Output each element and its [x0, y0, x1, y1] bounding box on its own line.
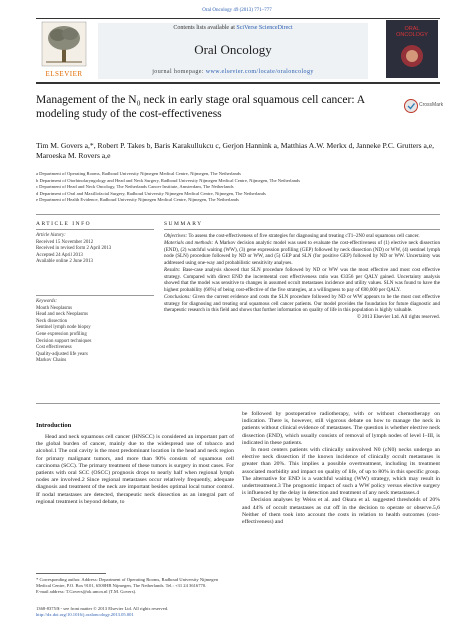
history-item: Received in revised form 2 April 2013 — [36, 246, 112, 252]
keyword: Quality-adjusted life years — [36, 351, 88, 357]
history-item: Available online 2 June 2013 — [36, 259, 93, 265]
keyword: Gene expression profiling — [36, 331, 87, 337]
journal-title: Oral Oncology — [194, 42, 272, 57]
results-label: Results: — [164, 266, 181, 273]
summary-objectives — [164, 233, 440, 240]
issn-line: 1368-8375/$ - see front matter © 2013 Elsevier Ltd. All rights reserved. — [36, 606, 169, 611]
keyword: Decision support techniques — [36, 338, 92, 344]
journal-cover-thumbnail — [386, 20, 438, 78]
affiliation-line: a Department of Operating Rooms, Radboud University Nijmegen Medical Centre, Nijmegen, The Netherlands — [36, 171, 241, 176]
body-paragraph: In most centers patients with clinically uninvolved N0 (cN0) necks undergo an elective neck dissection if the known incidence of clinically occult metastases is greater than 20%. This implies a possible overtreatment, including its treatment associated morbidity and impact on quality of life, of up to 80% in this specific group. The alternative for END is a watchful waiting (WW) strategy, which may result in undertreatment.3 The prognostic impact of such a WW policy versus elective surgery is influenced by the delay in detection and treatment of any neck metastases.4 — [242, 447, 440, 497]
copyright-notice: © 2013 Elsevier Ltd. All rights reserved. — [356, 314, 440, 320]
divider — [36, 214, 440, 215]
keyword: Sentinel lymph node biopsy — [36, 325, 91, 331]
abstract-summary — [164, 233, 440, 321]
body-paragraph: Head and neck squamous cell cancer (HNSCC) is considered an important part of the global burden of cancer, mainly due to the widespread use of tobacco and alcohol.1 The oral cavity is the most predominant location in the head and neck region for primary malignant tumors, and more than 90% consists of squamous cell carcinoma (SCC). The primary treatment of these tumors is surgery in most cases. For patients with oral SCC (OSCC) prognosis drops to nearly half when regional lymph nodes are involved.2 Since regional metastases occur relatively frequently, adequate diagnosis and treatment of the neck are important besides optimal local tumor control. If nodal metastases are detected, therapeutic neck dissection as an integral part of regional treatment is beyond debate, to — [36, 434, 234, 505]
crossmark-badge[interactable] — [404, 97, 444, 117]
history-item: Accepted 24 April 2013 — [36, 252, 83, 258]
cover-title: ORAL ONCOLOGY — [396, 26, 428, 38]
summary-methods — [164, 240, 440, 267]
methods-label: Materials and methods: — [164, 239, 214, 246]
footnote-email[interactable]: E-mail address: T.Govers@ok.umcn.nl (T.M. Govers). — [36, 589, 137, 595]
journal-homepage — [98, 69, 368, 75]
author-list: Tim M. Govers a,*, Robert P. Takes b, Baris Karakullukcu c, Gerjon Hannink a, Matthias A.W. Merkx d, Janneke P.C. Grutters a,e, Maroeska M. Rovers a,e — [36, 141, 435, 160]
keyword: Markov Chains — [36, 358, 67, 364]
keyword: Neck dissection — [36, 318, 68, 324]
cover-art-icon — [386, 20, 438, 78]
keyword: Head and neck Neoplasms — [36, 312, 89, 318]
footnote-divider — [36, 573, 106, 574]
article-history — [36, 233, 154, 266]
article-info-heading: ARTICLE INFO — [36, 221, 92, 227]
body-paragraph: Decision analyses by Weiss et al. and Okura et al. suggested thresholds of 20% and 44% of occult metastases as cut off in the decision to operate or observe.5,6 Neither of them took into account the costs in relation to health outcomes (cost-effectiveness) and — [242, 497, 440, 526]
affiliation-line: e Department of Health Evidence, Radboud University Nijmegen Medical Centre, Nijmegen, The Netherlands — [36, 197, 239, 202]
contents-line — [98, 25, 368, 31]
divider — [36, 295, 154, 296]
elsevier-logo — [38, 20, 90, 78]
body-column-right — [242, 411, 440, 526]
affiliation-line: b Department of Otorhinolaryngology and Head and Neck Surgery, Radboud University Nijmegen Medical Centre, Nijmegen, The Netherlands — [36, 177, 300, 183]
footnote-address: * Corresponding author. Address: Department of Operating Rooms, Radboud University Nijmegen Medical Centre, P.O. Box 9101, 6500HB Nijmegen, The Netherlands. Tel.: +31 24 3616770. — [36, 577, 218, 589]
journal-reference[interactable]: Oral Oncology 49 (2013) 771–777 — [202, 8, 272, 13]
crossmark-label: CrossMark — [419, 102, 444, 108]
body-paragraph: be followed by postoperative radiotherapy, with or without chemotherapy on indication. There is, however, still vigorous debate on how to manage the neck in patients without clinical evidence of metastases. The question is whether elective neck dissection (END), which usually consists of removal of lymph nodes of level I–III, is indicated in these patients. — [242, 411, 440, 446]
sciencedirect-link[interactable]: SciVerse ScienceDirect — [236, 25, 293, 31]
elsevier-wordmark: ELSEVIER — [45, 70, 83, 78]
summary-conclusions — [164, 294, 440, 314]
history-label: Article history: — [36, 233, 66, 238]
summary-results — [164, 267, 440, 294]
body-column-left — [36, 434, 234, 506]
keyword: Cost effectiveness — [36, 345, 72, 351]
divider — [36, 403, 440, 404]
history-item: Received 15 November 2012 — [36, 239, 94, 245]
homepage-link[interactable]: www.elsevier.com/locate/oraloncology — [205, 69, 314, 75]
keyword: Mouth Neoplasms — [36, 305, 72, 311]
article-title: Management of the N₀ neck in early stage oral squamous cell cancer: A modeling study of the cost-effectiveness — [36, 94, 365, 120]
affiliation-line: d Department of Oral and Maxillofacial Surgery, Radboud University Nijmegen Medical Centre, Nijmegen, The Netherlands — [36, 190, 266, 196]
methods-text: A Markov decision analytic model was used to evaluate the cost-effectiveness of (1) elective neck dissection (END), (2) watchful waiting (WW), (3) gene expression profiling (GEP) followed by neck dissection (ND) or WW, (4) sentinel lymph node (SLN) procedure followed by ND or WW, and (5) GEP and SLN (for positive GEP) followed by ND or WW. Uncertainty was addressed using one-way and probabilistic sensitivity analyses. — [164, 239, 440, 266]
corresponding-author-footnote — [36, 577, 234, 596]
keywords-label: Keywords: — [36, 299, 58, 304]
introduction-heading: Introduction — [36, 422, 72, 429]
homepage-prefix: journal homepage: — [152, 69, 206, 75]
conclusions-text: Given the current evidence and costs the SLN procedure followed by ND or WW appears to be the most cost effective strategy for diagnosing and treating oral squamous cell cancer patients. Our model provides the foundation for future diagnostic and therapeutic research in this field and shows that further information on quality of life in this population is highly valuable. — [164, 293, 440, 314]
results-text: Base-case analysis showed that SLN procedure followed by ND or WW was the most effective and most cost effective strategy. Compared with direct END the incremental cost effectiveness ratio was €3356 per QALY gained. Uncertainty analysis showed that the model was sensitive to changes in assumed occult metastases incidence and utility values. SLN was found to have the highest probability (66%) of being cost-effective of the five strategies, at a willingness to pay of €80,000 per QALY. — [164, 266, 440, 293]
summary-heading: SUMMARY — [164, 221, 203, 227]
crossmark-icon — [404, 99, 418, 113]
objectives-text: To assess the cost-effectiveness of five strategies for diagnosing and treating cT1–2N0 oral squamous cell cancer. — [188, 233, 420, 239]
contents-prefix: Contents lists available at — [173, 25, 237, 31]
divider — [36, 229, 154, 230]
conclusions-label: Conclusions: — [164, 293, 191, 300]
affiliation-line: c Department of Head and Neck Oncology, The Netherlands Cancer Institute, Amsterdam, The Netherlands — [36, 184, 234, 189]
doi-link[interactable]: http://dx.doi.org/10.1016/j.oraloncology.2013.05.001 — [36, 612, 134, 618]
objectives-label: Objectives: — [164, 233, 188, 239]
tree-logo-icon — [38, 20, 90, 68]
issn-block — [36, 606, 256, 618]
divider — [164, 229, 440, 230]
affiliations — [36, 171, 440, 204]
keywords-list — [36, 299, 154, 365]
